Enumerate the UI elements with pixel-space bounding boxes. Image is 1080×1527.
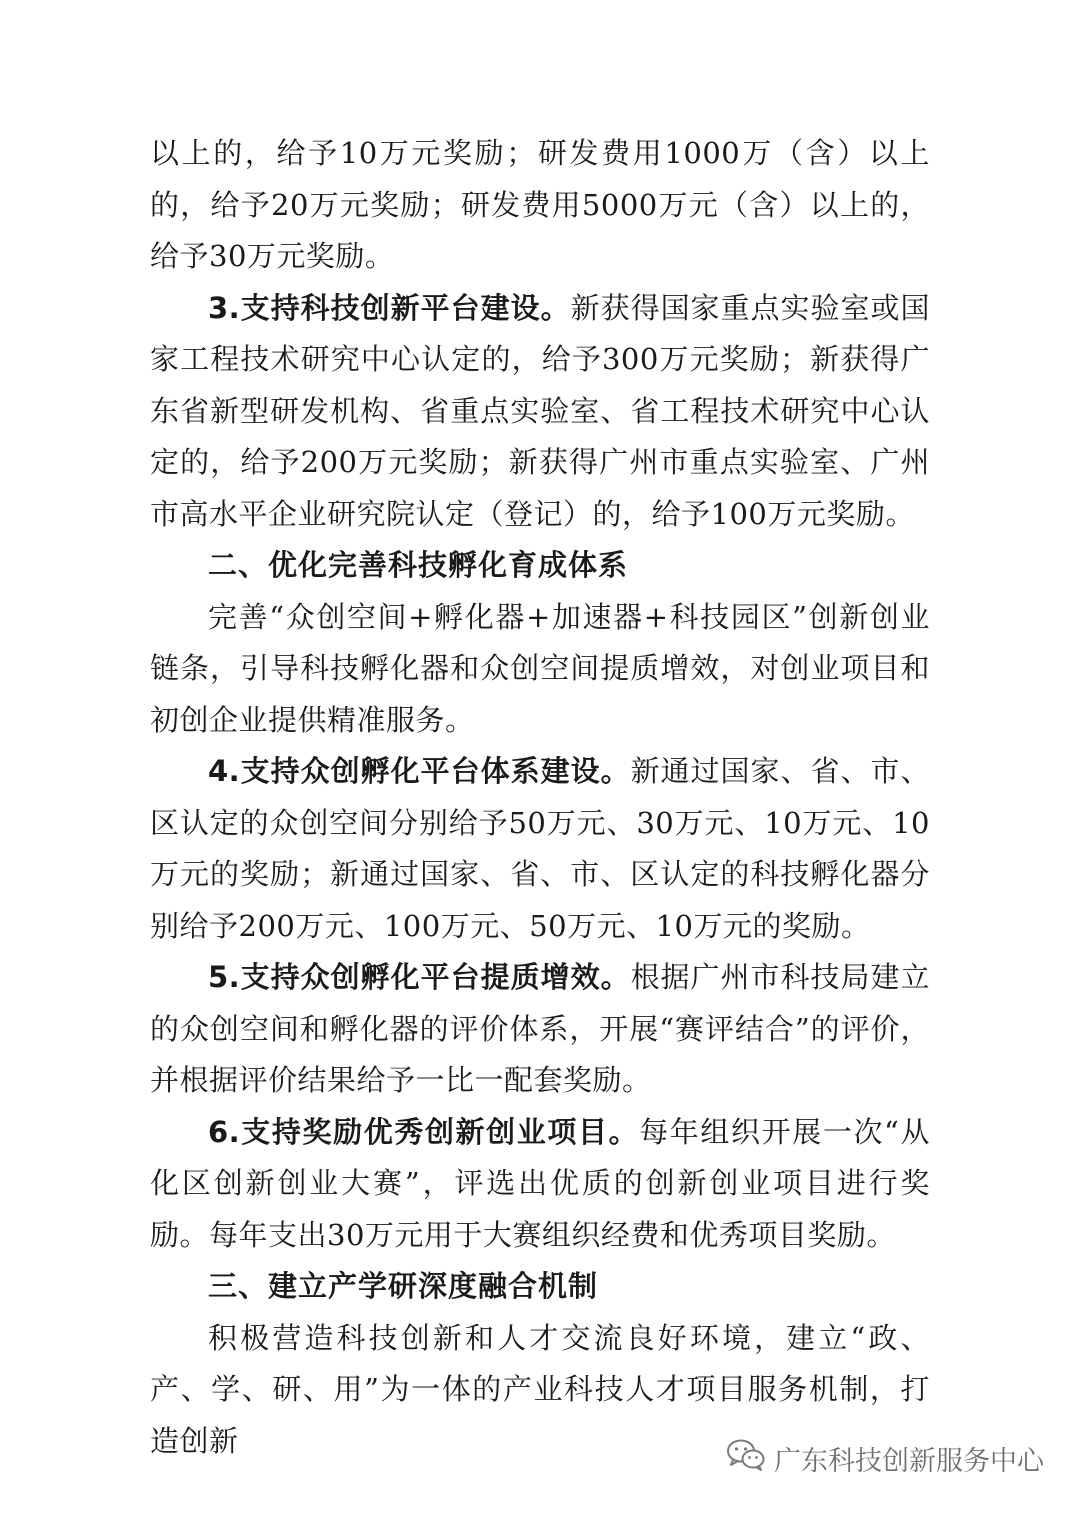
section-heading-2: 二、优化完善科技孵化育成体系 <box>208 548 629 582</box>
paragraph-text: 完善“众创空间+孵化器+加速器+科技园区”创新创业链条，引导科技孵化器和众创空间提质增效，对创业项目和初创企业提供精准服务。 <box>150 599 930 737</box>
watermark-text: 广东科技创新服务中心 <box>774 1446 1044 1477</box>
paragraph-item-4 <box>150 746 930 952</box>
paragraph-text: 以上的，给予10万元奖励；研发费用1000万（含）以上的，给予20万元奖励；研发费用5000万元（含）以上的，给予30万元奖励。 <box>150 136 930 273</box>
item-lead: 4.支持众创孵化平台体系建设。 <box>208 754 631 788</box>
paragraph-text: 新通过国家、省、市、区认定的众创空间分别给予50万元、30万元、10万元、10万元的奖励；新通过国家、省、市、区认定的科技孵化器分别给予200万元、100万元、50万元、10万元的奖励。 <box>150 754 930 943</box>
wechat-icon <box>726 1438 766 1479</box>
document-page <box>150 128 930 1467</box>
paragraph-continuation <box>150 128 930 283</box>
paragraph-item-6 <box>150 1107 930 1262</box>
paragraph-text: 积极营造科技创新和人才交流良好环境，建立“政、产、学、研、用”为一体的产业科技人才项目服务机制，打造创新 <box>150 1320 930 1458</box>
paragraph-text: 新获得国家重点实验室或国家工程技术研究中心认定的，给予300万元奖励；新获得广东省新型研发机构、省重点实验室、省工程技术研究中心认定的，给予200万元奖励；新获得广州市重点实验室、广州市高水平企业研究院认定（登记）的，给予100万元奖励。 <box>150 290 930 531</box>
item-lead: 6.支持奖励优秀创新创业项目。 <box>208 1114 640 1149</box>
paragraph-section-2-intro <box>150 592 930 747</box>
paragraph-item-3 <box>150 283 930 541</box>
paragraph-text: 每年组织开展一次“从化区创新创业大赛”，评选出优质的创新创业项目进行奖励。每年支出30万元用于大赛组织经费和优秀项目奖励。 <box>150 1114 930 1252</box>
paragraph-text: 根据广州市科技局建立的众创空间和孵化器的评价体系，开展“赛评结合”的评价，并根据评价结果给予一比一配套奖励。 <box>150 960 930 1097</box>
watermark <box>726 1438 1044 1479</box>
item-lead: 5.支持众创孵化平台提质增效。 <box>208 960 631 994</box>
section-heading-3: 三、建立产学研深度融合机制 <box>208 1269 599 1303</box>
paragraph-item-5 <box>150 952 930 1107</box>
item-lead: 3.支持科技创新平台建设。 <box>208 290 571 325</box>
